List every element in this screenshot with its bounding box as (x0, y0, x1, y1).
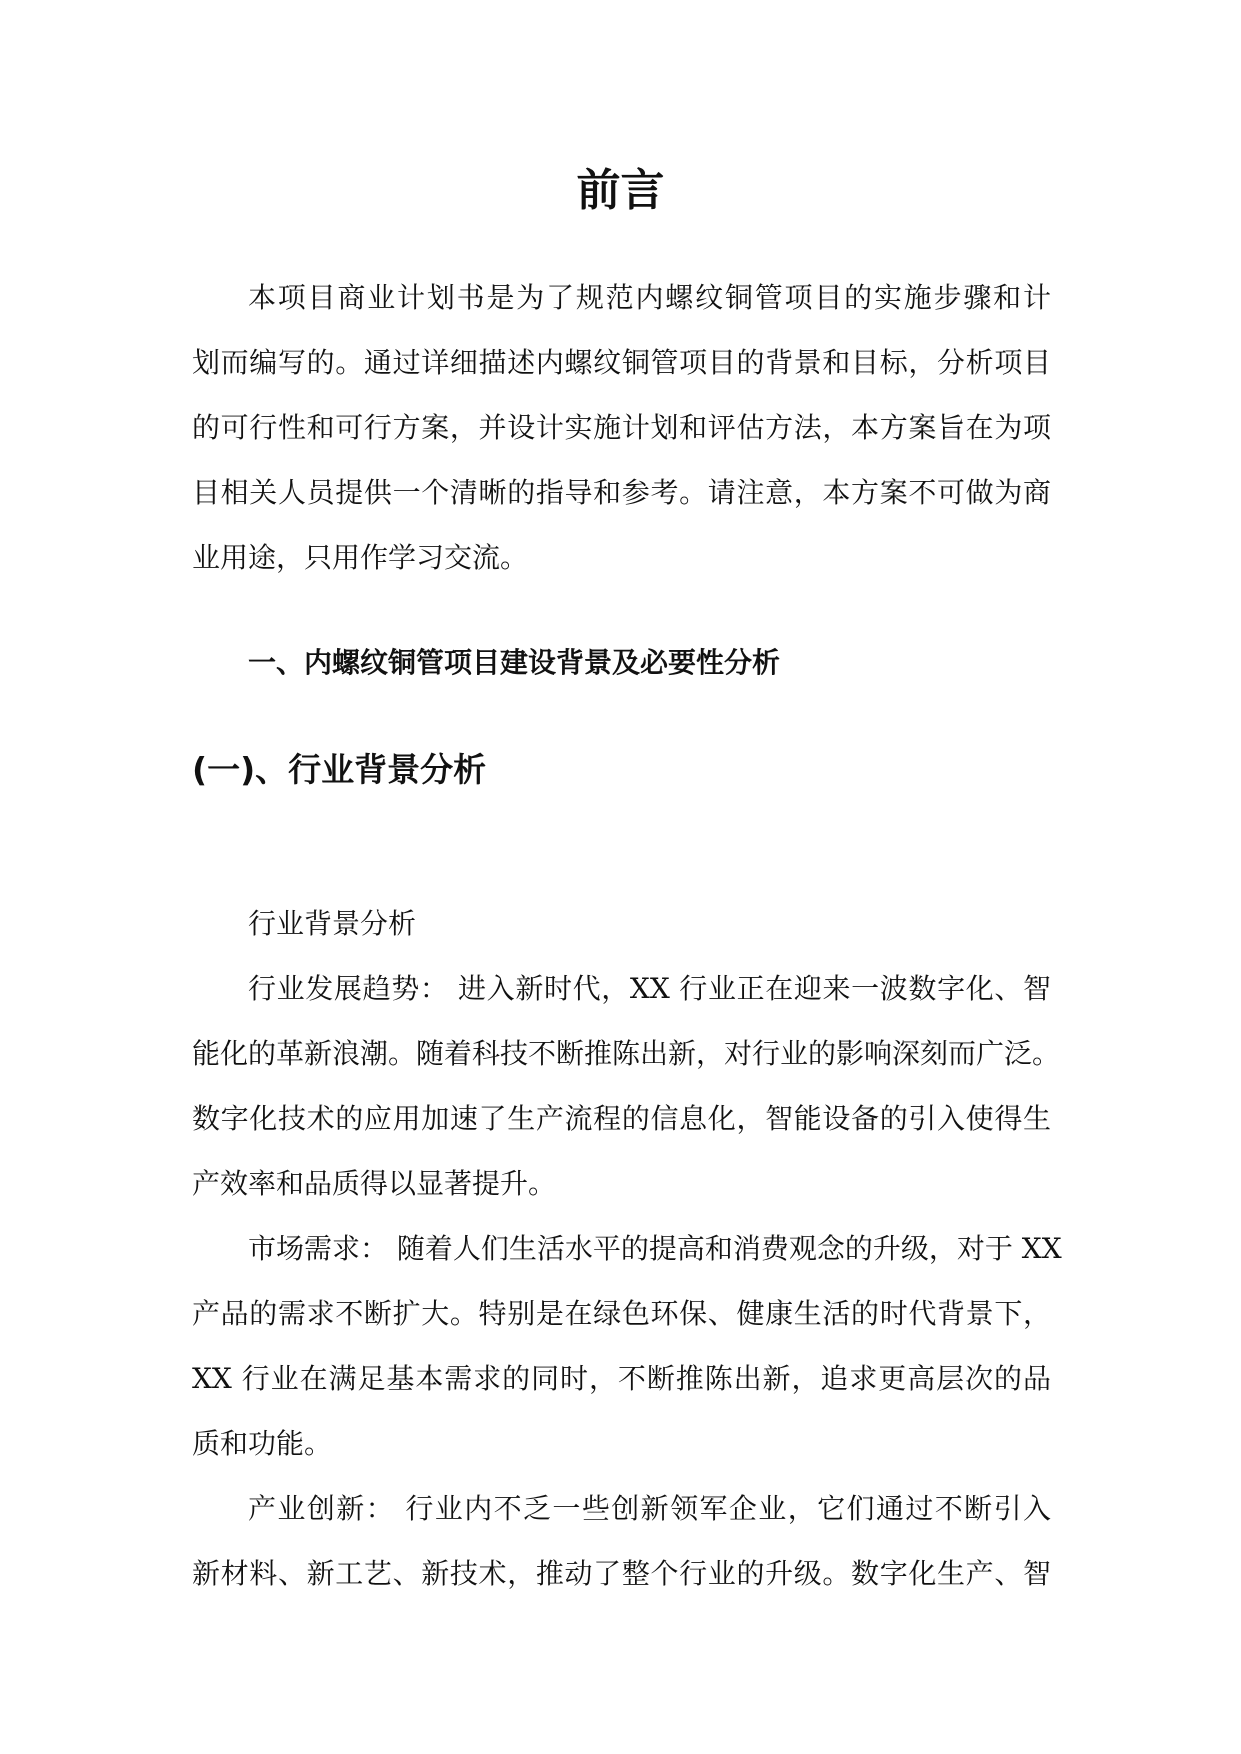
text-line: 划而编写的。通过详细描述内螺纹铜管项目的背景和目标，分析项目 (192, 346, 1051, 379)
text-line: 产业创新： 行业内不乏一些创新领军企业，它们通过不断引入 (248, 1492, 1051, 1525)
text-line: XX 行业在满足基本需求的同时，不断推陈出新，追求更高层次的品 (192, 1362, 1051, 1395)
text-line: 能化的革新浪潮。随着科技不断推陈出新，对行业的影响深刻而广泛。 (192, 1037, 1061, 1070)
paragraph-market-demand (192, 1216, 1062, 1476)
text-line: 行业发展趋势： 进入新时代，XX 行业正在迎来一波数字化、智 (248, 972, 1051, 1005)
text-line: 的可行性和可行方案，并设计实施计划和评估方法，本方案旨在为项 (192, 411, 1051, 444)
body-text (192, 891, 1062, 1606)
text-line: 产效率和品质得以显著提升。 (192, 1167, 557, 1200)
text-line: 目相关人员提供一个清晰的指导和参考。请注意，本方案不可做为商 (192, 476, 1051, 509)
text-line: 数字化技术的应用加速了生产流程的信息化，智能设备的引入使得生 (192, 1102, 1051, 1135)
paragraph-industry-trend (192, 956, 1061, 1216)
paragraph-industry-innovation (192, 1476, 1051, 1606)
text-line: 市场需求： 随着人们生活水平的提高和消费观念的升级，对于 XX (248, 1232, 1062, 1265)
text-line: 本项目商业计划书是为了规范内螺纹铜管项目的实施步骤和计 (248, 281, 1051, 314)
body-label: 行业背景分析 (248, 907, 417, 940)
text-line: 产品的需求不断扩大。特别是在绿色环保、健康生活的时代背景下， (192, 1297, 1051, 1330)
text-line: 业用途，只用作学习交流。 (192, 541, 529, 574)
text-line: 新材料、新工艺、新技术，推动了整个行业的升级。数字化生产、智 (192, 1557, 1051, 1590)
page-title: 前言 (576, 165, 665, 216)
intro-paragraph (192, 265, 1051, 590)
text-line: 质和功能。 (192, 1427, 333, 1460)
section-heading: 一、内螺纹铜管项目建设背景及必要性分析 (248, 646, 781, 679)
subsection-heading: (一)、行业背景分析 (192, 750, 487, 789)
